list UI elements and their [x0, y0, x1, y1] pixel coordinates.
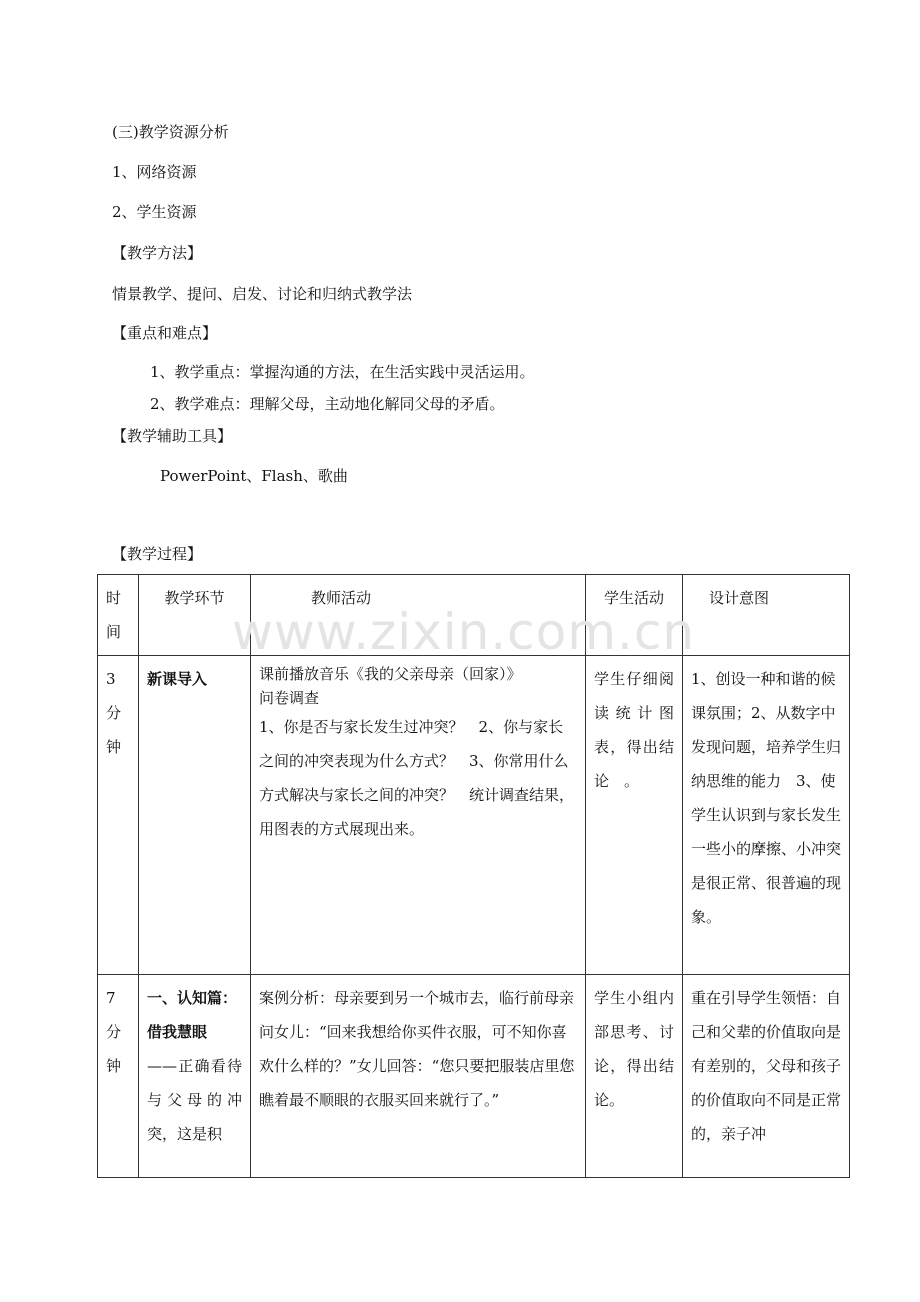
key-point-difficulty: 2、教学难点：理解父母，主动地化解同父母的矛盾。 [150, 395, 505, 413]
row2-stage-text: ——正确看待与父母的冲突，这是积 [147, 1057, 242, 1143]
watermark: www.zixin.com.cn [232, 603, 696, 661]
row1-teacher-questions: 1、你是否与家长发生过冲突？ 2、你与家长之间的冲突表现为什么方式？ 3、你常用什么方式解决与家长之间的冲突？ 统计调查结果，用图表的方式展现出来。 [259, 718, 575, 838]
row2-student-activity: 学生小组内部思考、讨论，得出结论。 [586, 975, 683, 1178]
teaching-method-text: 情景教学、提问、启发、讨论和归纳式教学法 [112, 285, 413, 303]
row1-teacher-activity [251, 656, 586, 975]
header-design-intent: 设计意图 [683, 575, 850, 656]
header-teacher-activity: 教师活动 [251, 575, 586, 656]
teaching-process-table [97, 574, 850, 1178]
row2-stage [139, 975, 251, 1178]
resource-item-students: 2、学生资源 [112, 203, 197, 221]
resource-analysis-heading: (三)教学资源分析 [112, 123, 229, 141]
key-point-focus: 1、教学重点：掌握沟通的方法，在生活实践中灵活运用。 [150, 363, 535, 381]
row1-stage: 新课导入 [139, 656, 251, 975]
row2-stage-title: 一、认知篇： [147, 989, 238, 1007]
teaching-method-heading: 【教学方法】 [112, 244, 203, 262]
row2-design-intent: 重在引导学生领悟：自己和父辈的价值取向是有差别的，父母和孩子的价值取向不同是正常的，亲子冲 [683, 975, 850, 1178]
header-stage: 教学环节 [139, 575, 251, 656]
row1-teacher-music: 课前播放音乐《我的父亲母亲（回家）》 [259, 665, 522, 683]
key-points-heading: 【重点和难点】 [112, 324, 218, 342]
header-student-activity: 学生活动 [586, 575, 683, 656]
table-row [98, 975, 850, 1178]
row1-teacher-survey: 问卷调查 [259, 689, 320, 707]
row1-student-activity: 学生仔细阅读统计图表，得出结论 。 [586, 656, 683, 975]
resource-item-network: 1、网络资源 [112, 163, 197, 181]
table-row [98, 656, 850, 975]
teaching-process-heading: 【教学过程】 [112, 545, 203, 563]
row1-design-intent: 1、创设一种和谐的候课氛围；2、从数字中发现问题，培养学生归纳思维的能力 3、使学生认识到与家长发生一些小的摩擦、小冲突是很正常、很普遍的现象。 [683, 656, 850, 975]
row2-teacher-activity: 案例分析：母亲要到另一个城市去，临行前母亲问女儿：“回来我想给你买件衣服，可不知你喜欢什么样的？”女儿回答：“您只要把服装店里您瞧着最不顺眼的衣服买回来就行了。” [251, 975, 586, 1178]
teaching-tools-text: PowerPoint、Flash、歌曲 [160, 467, 348, 485]
row1-time: 3分钟 [98, 656, 139, 975]
row2-stage-subtitle: 借我慧眼 [147, 1023, 208, 1041]
header-time: 时间 [98, 575, 139, 656]
teaching-tools-heading: 【教学辅助工具】 [112, 427, 233, 445]
row2-time: 7分钟 [98, 975, 139, 1178]
